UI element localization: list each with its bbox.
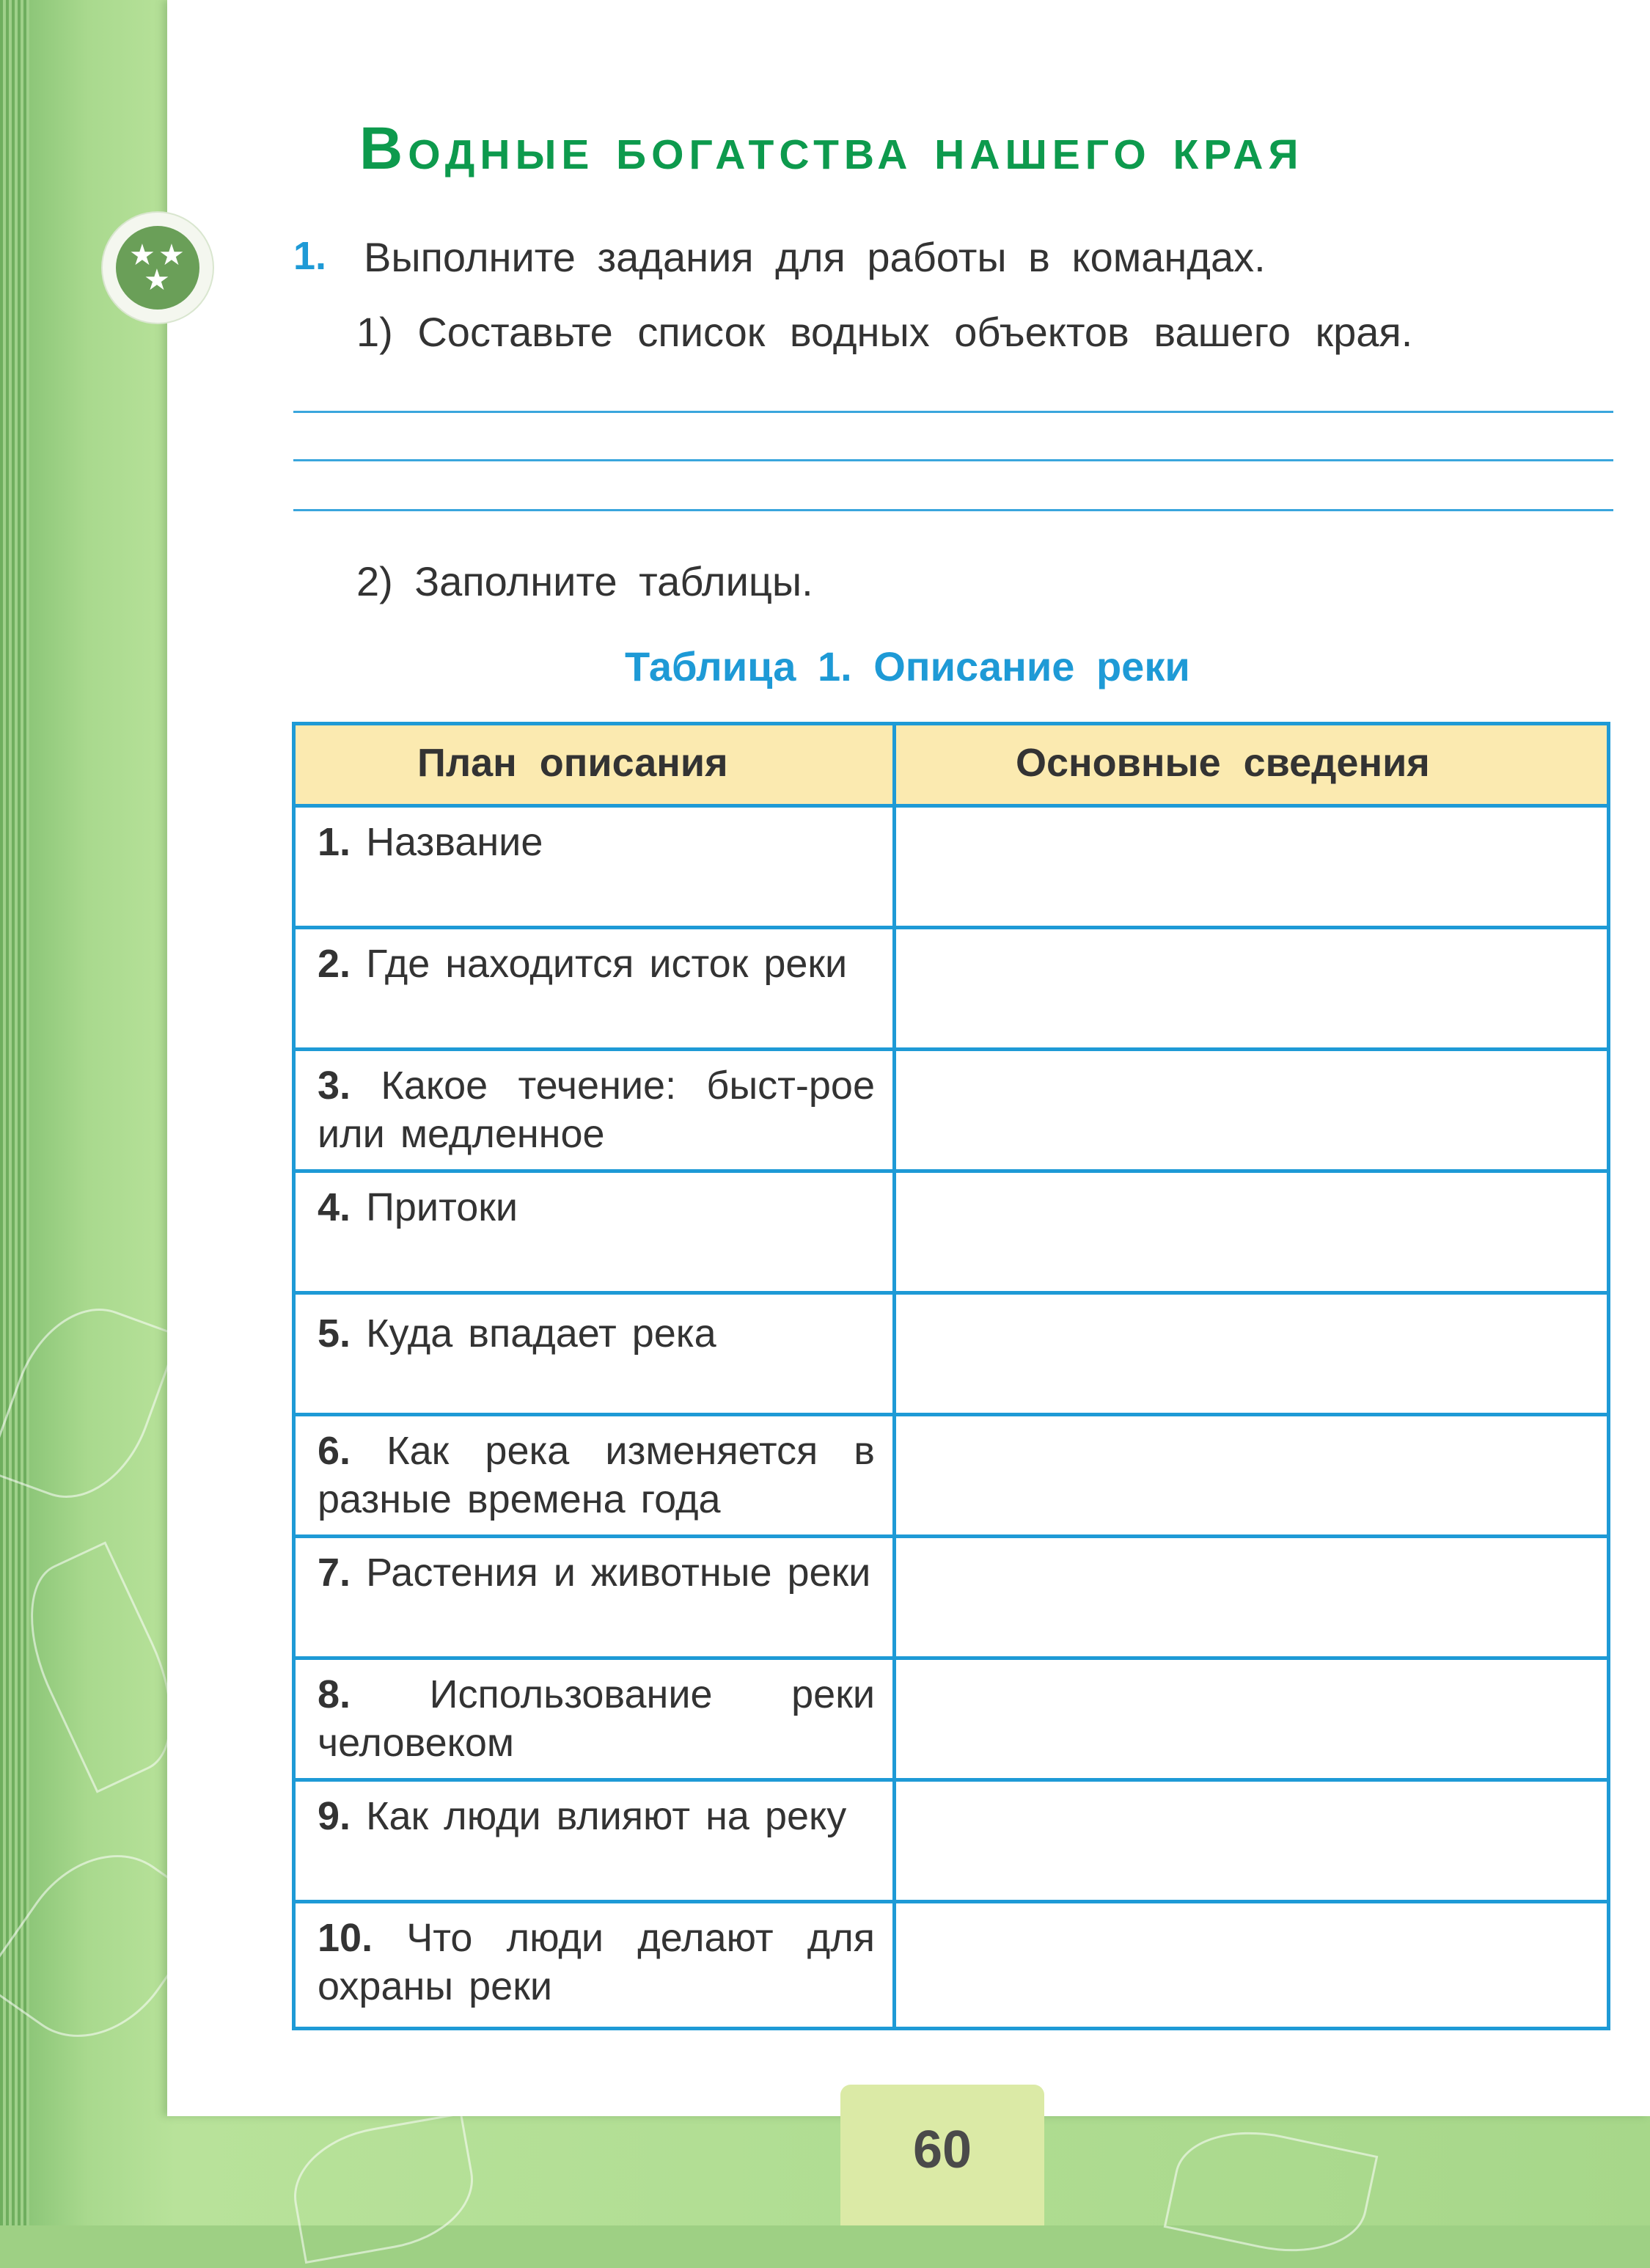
subtask-2: 2) Заполните таблицы. (356, 558, 813, 604)
row-label: 7. Растения и животные реки (318, 1551, 871, 1595)
answer-line[interactable] (293, 411, 1613, 413)
row-label: 5. Куда впадает река (318, 1312, 716, 1356)
page-number: 60 (912, 2121, 972, 2179)
table-caption: Таблица 1. Описание реки (625, 643, 1190, 689)
row-label: 3. Какое течение: быст-рое или медленное (318, 1064, 875, 1156)
three-stars-team-icon (103, 213, 213, 323)
header-info: Основные сведения (1016, 741, 1430, 785)
answer-line[interactable] (293, 459, 1613, 461)
table-row (296, 929, 1607, 1051)
row-label: 6. Как река изменяется в разные времена года (318, 1429, 875, 1521)
column-divider (892, 725, 896, 2027)
table-row (296, 1051, 1607, 1173)
star-icon: ★ (144, 264, 170, 296)
table-header-row (296, 725, 1607, 808)
star-icon: ★ (129, 239, 155, 271)
table-row (296, 1295, 1607, 1416)
row-label: 4. Притоки (318, 1185, 518, 1229)
table-row (296, 1416, 1607, 1538)
task-number: 1. (293, 234, 327, 278)
page-number-tab (840, 2085, 1044, 2225)
row-label: 9. Как люди влияют на реку (318, 1794, 847, 1838)
table-row (296, 1903, 1607, 2027)
table-row (296, 1660, 1607, 1782)
header-plan: План описания (417, 741, 728, 785)
table-row (296, 1782, 1607, 1903)
task-instruction: Выполните задания для работы в командах. (364, 234, 1266, 280)
star-icon: ★ (158, 239, 185, 271)
page-title: Водные богатства нашего края (359, 115, 1304, 182)
table-row (296, 1173, 1607, 1295)
table-row (296, 1538, 1607, 1660)
river-description-table (292, 722, 1610, 2030)
table-row (296, 808, 1607, 929)
row-label: 10. Что люди делают для охраны реки (318, 1916, 875, 2008)
badge-circle (116, 226, 199, 310)
answer-line[interactable] (293, 509, 1613, 511)
row-label: 1. Название (318, 820, 543, 864)
book-page-edges (0, 0, 29, 2225)
subtask-1: 1) Составьте список водных объектов вашего края. (356, 309, 1413, 355)
row-label: 2. Где находится исток реки (318, 942, 848, 986)
row-label: 8. Использование реки человеком (318, 1672, 875, 1765)
